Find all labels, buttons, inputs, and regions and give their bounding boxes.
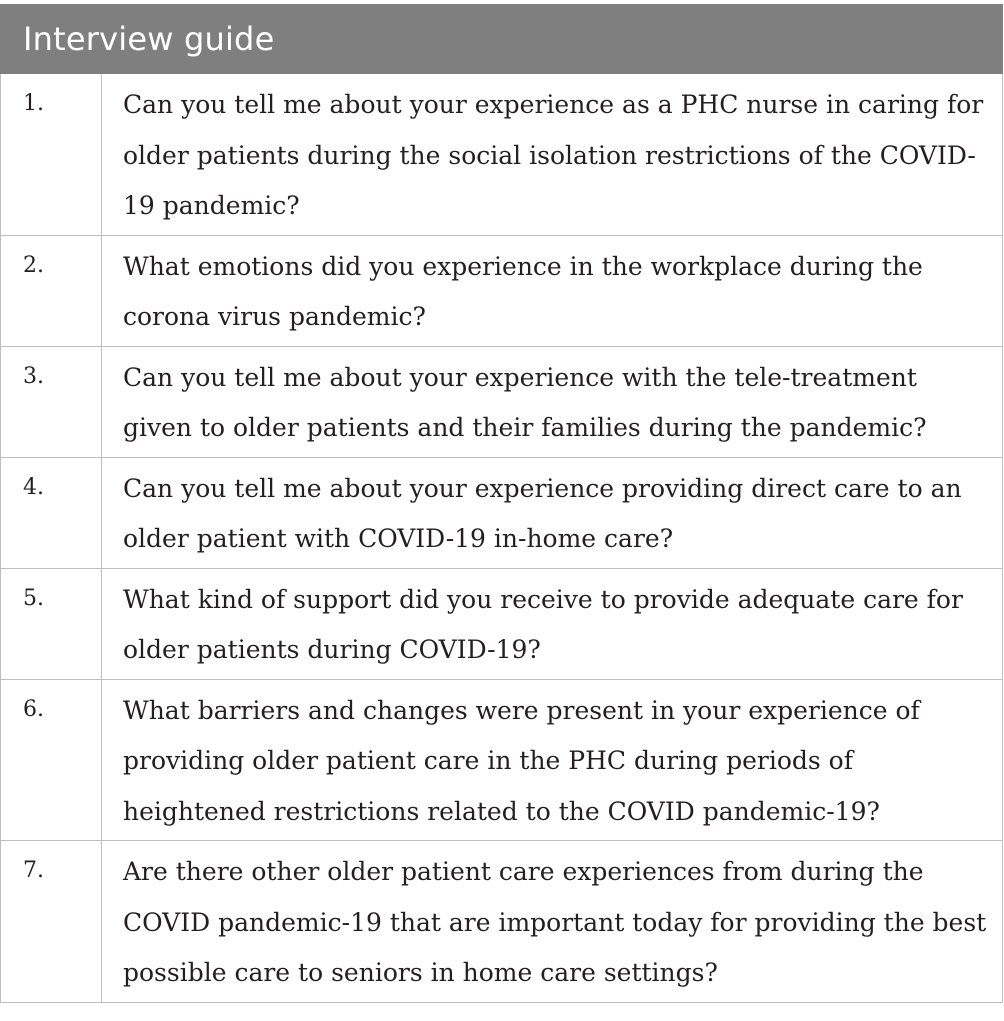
table-row	[1, 74, 1003, 236]
question-text: What emotions did you experience in the workplace during the corona virus pandemic?	[102, 235, 1003, 346]
question-number: 5.	[1, 568, 102, 679]
interview-guide-table	[0, 4, 1003, 1003]
table-header: Interview guide	[1, 5, 1003, 74]
question-text: Can you tell me about your experience with the tele-treatment given to older patients and their families during the pandemic?	[102, 346, 1003, 457]
table-row	[1, 235, 1003, 346]
question-text: Can you tell me about your experience providing direct care to an older patient with COVID-19 in-home care?	[102, 457, 1003, 568]
question-text: What kind of support did you receive to provide adequate care for older patients during COVID-19?	[102, 568, 1003, 679]
question-number: 2.	[1, 235, 102, 346]
table-row	[1, 568, 1003, 679]
table-row	[1, 841, 1003, 1003]
question-number: 3.	[1, 346, 102, 457]
question-number: 1.	[1, 74, 102, 236]
question-number: 4.	[1, 457, 102, 568]
table-row	[1, 679, 1003, 841]
table-header-row	[1, 5, 1003, 74]
question-text: What barriers and changes were present in your experience of providing older patient care in the PHC during periods of heightened restrictions related to the COVID pandemic-19?	[102, 679, 1003, 841]
table-row	[1, 457, 1003, 568]
interview-guide-table-wrapper	[0, 4, 1003, 1003]
question-text: Can you tell me about your experience as a PHC nurse in caring for older patients during the social isolation restrictions of the COVID-19 pandemic?	[102, 74, 1003, 236]
question-number: 7.	[1, 841, 102, 1003]
question-text: Are there other older patient care experiences from during the COVID pandemic-19 that are important today for providing the best possible care to seniors in home care settings?	[102, 841, 1003, 1003]
table-row	[1, 346, 1003, 457]
question-number: 6.	[1, 679, 102, 841]
